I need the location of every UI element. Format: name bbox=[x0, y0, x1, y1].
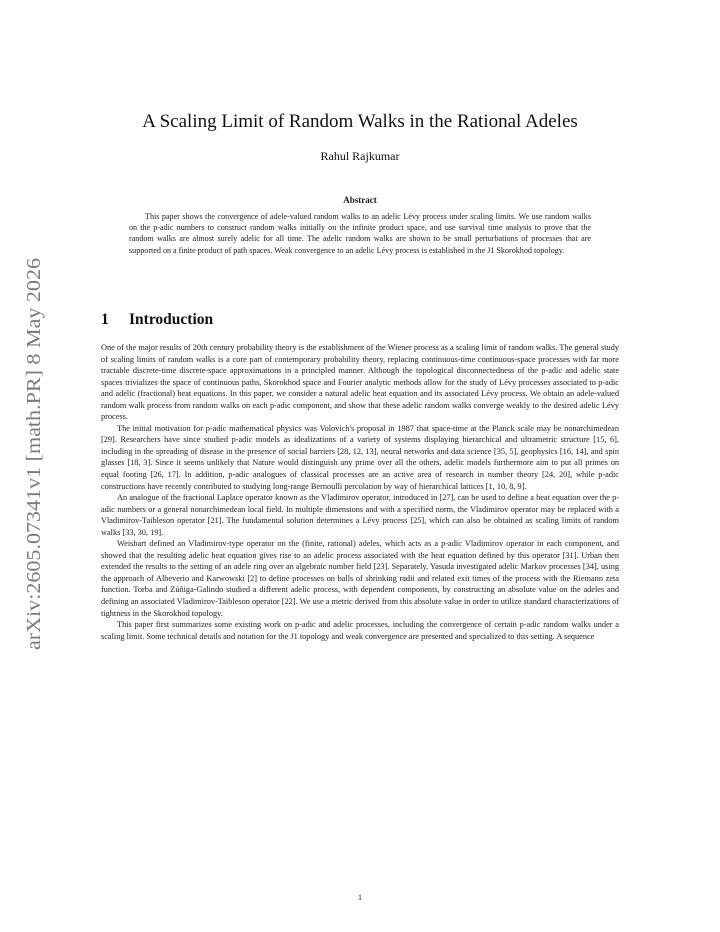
abstract-text: This paper shows the convergence of adele-valued random walks to an adelic Lévy process under scaling limits. We use random walks on the p-adic numbers to construct random walks initially on the infinite product space, and use survival time analysis to prove that the random walks are almost surely adelic for all time. The adelic random walks are shown to be small perturbations of processes that are supported on a finite product of path spaces. Weak convergence to an adelic Lévy process is established in the J1 Skorokhod topology. bbox=[129, 212, 591, 255]
paragraph: This paper first summarizes some existing work on p-adic and adelic processes, including the convergence of certain p-adic random walks under a scaling limit. Some technical details and notation for the J1 topology and weak convergence are presented and specialized to this setting. A sequence bbox=[101, 620, 619, 641]
section-heading bbox=[101, 311, 621, 329]
paragraph: Weisbart defined an Vladimirov-type operator on the (finite, rational) adeles, which acts as a p-adic Vladimirov operator in each component, and showed that the resulting adelic heat equation gives rise to an adelic process associated with the heat equation defined by this operator [31]. Urban then extended the results to the setting of an adele ring over an algebraic number field [23]. Separately, Yasuda investigated adelic Markov processes [34], using the approach of Albeverio and Karwowski [2] to define processes on balls of shrinking radii and related exit times of the process with the Riemann zeta function. Torba and Zúñiga-Galindo studied a different adelic process, with dependent components, by constructing an absolute value on the adeles and defining an associated Vladimirov-Taibleson operator [22]. We use a metric derived from this absolute value in order to utilize standard characterizations of tightness in the Skorokhod topology. bbox=[101, 539, 619, 618]
section-body bbox=[101, 342, 619, 642]
arxiv-identifier-text: arXiv:2605.07341v1 [math.PR] 8 May 2026 bbox=[23, 294, 45, 650]
arxiv-identifier-stamp bbox=[6, 250, 54, 650]
paper-author: Rahul Rajkumar bbox=[320, 149, 400, 163]
page-number: 1 bbox=[357, 892, 363, 902]
abstract-heading: Abstract bbox=[343, 195, 377, 205]
paper-title: A Scaling Limit of Random Walks in the Rational Adeles bbox=[142, 111, 578, 132]
paragraph: One of the major results of 20th century probability theory is the establishment of the Wiener process as a scaling limit of random walks. The general study of scaling limits of random walks is a core part of contemporary probability theory, replacing continuous-time continuous-space processes with far more tractable discrete-time discrete-space approximations in a principled manner. Although the topological disconnectedness of the p-adic and adelic state spaces trivializes the space of continuous paths, Skorokhod space and Fourier analytic methods allow for the study of Lévy processes associated to p-adic and adelic (fractional) heat equations. In this paper, we consider a natural adelic heat equation and its associated Lévy process. We obtain an adele-valued random walk process from random walks on each p-adic component, and show that these adelic random walks converge weakly to the desired adelic Lévy process. bbox=[101, 343, 619, 422]
paragraph: The initial motivation for p-adic mathematical physics was Volovich's proposal in 1987 that space-time at the Planck scale may be nonarchimedean [29]. Researchers have since studied p-adic models as idealizations of a variety of systems displaying hierarchical and ultrametric structure [15, 6], including in the spreading of disease in the presence of social barriers [28, 12, 13], neural networks and data science [35, 5], geophysics [16, 14], and spin glasses [18, 3]. Since it seems unlikely that Nature would distinguish any prime over all the others, adelic models furthermore aim to put all primes on equal footing [26, 17]. In addition, p-adic analogues of classical processes are an active area of research in number theory [24, 20], while p-adic constructions have recently contributed to studying long-range Bernoulli percolation by way of hierarchical lattices [1, 10, 8, 9]. bbox=[101, 423, 619, 491]
section-number: 1 bbox=[101, 311, 109, 328]
section-title: Introduction bbox=[129, 311, 214, 328]
paragraph: An analogue of the fractional Laplace operator known as the Vladimirov operator, introduced in [27], can be used to define a heat equation over the p-adic numbers or a general nonarchimedean local field. In multiple dimensions and with a specified norm, the Vladimirov operator may be replaced with a Vladimirov-Taibleson operator [21]. The fundamental solution determines a Lévy process [25], which can also be obtained as scaling limits of random walks [33, 30, 19]. bbox=[101, 493, 619, 537]
